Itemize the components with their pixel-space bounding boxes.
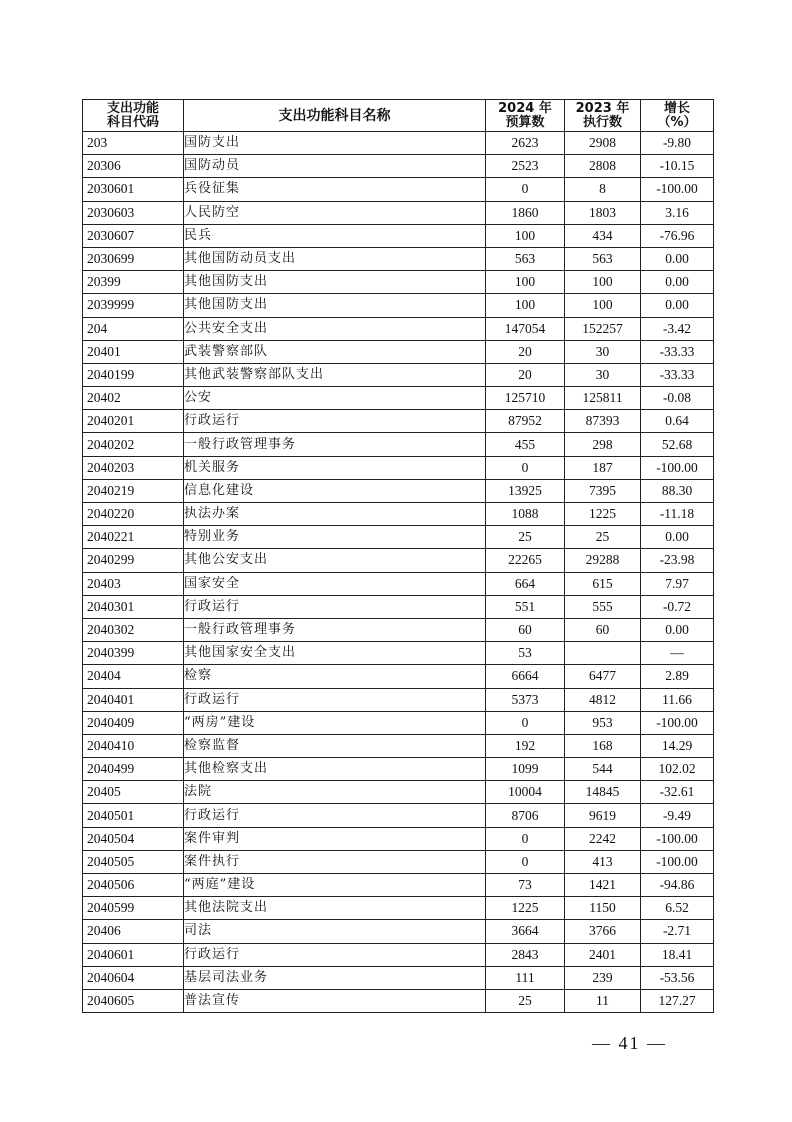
- row-growth: -33.33: [641, 363, 714, 386]
- row-budget: 1088: [486, 503, 565, 526]
- row-code: 2040410: [83, 734, 184, 757]
- table-row: [83, 874, 714, 897]
- row-actual: 7395: [565, 479, 641, 502]
- row-growth: -9.49: [641, 804, 714, 827]
- row-name: 司法: [184, 920, 486, 943]
- row-actual: 29288: [565, 549, 641, 572]
- table-row: [83, 433, 714, 456]
- row-actual: 1225: [565, 503, 641, 526]
- table-row: [83, 271, 714, 294]
- row-name: 其他国防支出: [184, 294, 486, 317]
- row-growth: -32.61: [641, 781, 714, 804]
- table-row: [83, 155, 714, 178]
- table-row: [83, 943, 714, 966]
- row-growth: -23.98: [641, 549, 714, 572]
- row-code: 2040605: [83, 989, 184, 1012]
- row-actual: 25: [565, 526, 641, 549]
- row-growth: 11.66: [641, 688, 714, 711]
- row-growth: 0.00: [641, 294, 714, 317]
- row-code: 2040506: [83, 874, 184, 897]
- row-budget: 100: [486, 224, 565, 247]
- row-code: 20306: [83, 155, 184, 178]
- row-budget: 2623: [486, 132, 565, 155]
- row-growth: 0.00: [641, 526, 714, 549]
- row-actual: 615: [565, 572, 641, 595]
- row-code: 2040219: [83, 479, 184, 502]
- table-row: [83, 665, 714, 688]
- row-name: 其他国家安全支出: [184, 642, 486, 665]
- row-actual: 6477: [565, 665, 641, 688]
- row-code: 2040201: [83, 410, 184, 433]
- row-name: 行政运行: [184, 688, 486, 711]
- row-name: 一般行政管理事务: [184, 618, 486, 641]
- row-budget: 1860: [486, 201, 565, 224]
- table-row: [83, 132, 714, 155]
- row-growth: -100.00: [641, 178, 714, 201]
- row-budget: 25: [486, 526, 565, 549]
- row-budget: 10004: [486, 781, 565, 804]
- row-name: 基层司法业务: [184, 966, 486, 989]
- header-growth: 增长 （%）: [641, 100, 714, 132]
- row-growth: 0.00: [641, 271, 714, 294]
- row-actual: 125811: [565, 387, 641, 410]
- row-actual: 239: [565, 966, 641, 989]
- row-growth: —: [641, 642, 714, 665]
- row-growth: -100.00: [641, 456, 714, 479]
- row-growth: -11.18: [641, 503, 714, 526]
- row-name: 其他武装警察部队支出: [184, 363, 486, 386]
- expenditure-table: [82, 99, 714, 1013]
- row-budget: 53: [486, 642, 565, 665]
- table-row: [83, 897, 714, 920]
- row-actual: 30: [565, 340, 641, 363]
- row-budget: 13925: [486, 479, 565, 502]
- table-row: [83, 711, 714, 734]
- row-code: 2040399: [83, 642, 184, 665]
- table-row: [83, 456, 714, 479]
- row-actual: 8: [565, 178, 641, 201]
- table-row: [83, 688, 714, 711]
- row-actual: 30: [565, 363, 641, 386]
- row-actual: 1803: [565, 201, 641, 224]
- row-budget: 20: [486, 340, 565, 363]
- row-name: 民兵: [184, 224, 486, 247]
- row-code: 204: [83, 317, 184, 340]
- row-code: 2040299: [83, 549, 184, 572]
- row-actual: 14845: [565, 781, 641, 804]
- row-name: 其他国防支出: [184, 271, 486, 294]
- table-row: [83, 734, 714, 757]
- row-name: 兵役征集: [184, 178, 486, 201]
- row-name: “两房”建设: [184, 711, 486, 734]
- row-budget: 664: [486, 572, 565, 595]
- row-budget: 8706: [486, 804, 565, 827]
- row-budget: 0: [486, 711, 565, 734]
- page-number: — 41 —: [592, 1033, 667, 1053]
- row-code: 2040203: [83, 456, 184, 479]
- table-row: [83, 966, 714, 989]
- row-growth: -53.56: [641, 966, 714, 989]
- row-growth: -2.71: [641, 920, 714, 943]
- row-name: 检察: [184, 665, 486, 688]
- table-row: [83, 340, 714, 363]
- row-code: 2040409: [83, 711, 184, 734]
- row-actual: 100: [565, 271, 641, 294]
- row-actual: [565, 642, 641, 665]
- row-name: 机关服务: [184, 456, 486, 479]
- row-name: 武装警察部队: [184, 340, 486, 363]
- row-code: 20403: [83, 572, 184, 595]
- row-budget: 60: [486, 618, 565, 641]
- row-growth: 127.27: [641, 989, 714, 1012]
- row-growth: 2.89: [641, 665, 714, 688]
- table-row: [83, 850, 714, 873]
- table-row: [83, 618, 714, 641]
- table-row: [83, 224, 714, 247]
- row-budget: 1099: [486, 758, 565, 781]
- table-row: [83, 989, 714, 1012]
- row-actual: 2401: [565, 943, 641, 966]
- table-row: [83, 363, 714, 386]
- row-growth: -100.00: [641, 711, 714, 734]
- row-name: 执法办案: [184, 503, 486, 526]
- row-growth: -33.33: [641, 340, 714, 363]
- row-name: 公共安全支出: [184, 317, 486, 340]
- table-row: [83, 572, 714, 595]
- table-row: [83, 479, 714, 502]
- row-name: 行政运行: [184, 595, 486, 618]
- row-actual: 2908: [565, 132, 641, 155]
- row-budget: 20: [486, 363, 565, 386]
- row-growth: -76.96: [641, 224, 714, 247]
- row-name: 公安: [184, 387, 486, 410]
- row-name: 人民防空: [184, 201, 486, 224]
- row-code: 20405: [83, 781, 184, 804]
- row-budget: 6664: [486, 665, 565, 688]
- row-actual: 555: [565, 595, 641, 618]
- row-actual: 152257: [565, 317, 641, 340]
- row-name: 法院: [184, 781, 486, 804]
- row-budget: 125710: [486, 387, 565, 410]
- row-actual: 563: [565, 247, 641, 270]
- row-growth: -100.00: [641, 827, 714, 850]
- row-name: 国家安全: [184, 572, 486, 595]
- row-actual: 434: [565, 224, 641, 247]
- row-code: 2040202: [83, 433, 184, 456]
- table-row: [83, 642, 714, 665]
- row-actual: 1421: [565, 874, 641, 897]
- row-budget: 22265: [486, 549, 565, 572]
- row-code: 2040221: [83, 526, 184, 549]
- row-name: 行政运行: [184, 410, 486, 433]
- row-actual: 953: [565, 711, 641, 734]
- row-growth: 102.02: [641, 758, 714, 781]
- row-code: 2030699: [83, 247, 184, 270]
- row-actual: 298: [565, 433, 641, 456]
- row-actual: 544: [565, 758, 641, 781]
- row-name: 国防支出: [184, 132, 486, 155]
- row-budget: 563: [486, 247, 565, 270]
- row-budget: 0: [486, 850, 565, 873]
- table-row: [83, 387, 714, 410]
- row-budget: 25: [486, 989, 565, 1012]
- header-name: 支出功能科目名称: [184, 100, 486, 132]
- row-code: 2040599: [83, 897, 184, 920]
- row-budget: 455: [486, 433, 565, 456]
- row-code: 2030607: [83, 224, 184, 247]
- row-actual: 4812: [565, 688, 641, 711]
- table-row: [83, 758, 714, 781]
- row-name: 其他国防动员支出: [184, 247, 486, 270]
- table-row: [83, 595, 714, 618]
- row-name: 行政运行: [184, 804, 486, 827]
- row-name: 信息化建设: [184, 479, 486, 502]
- row-code: 203: [83, 132, 184, 155]
- row-code: 2040504: [83, 827, 184, 850]
- row-code: 20399: [83, 271, 184, 294]
- table-body: [83, 132, 714, 1013]
- row-actual: 87393: [565, 410, 641, 433]
- row-actual: 11: [565, 989, 641, 1012]
- row-actual: 2808: [565, 155, 641, 178]
- row-budget: 0: [486, 178, 565, 201]
- row-code: 20404: [83, 665, 184, 688]
- row-budget: 192: [486, 734, 565, 757]
- row-growth: 52.68: [641, 433, 714, 456]
- row-growth: 88.30: [641, 479, 714, 502]
- row-code: 2040401: [83, 688, 184, 711]
- table-header-row: [83, 100, 714, 132]
- row-actual: 9619: [565, 804, 641, 827]
- row-name: “两庭”建设: [184, 874, 486, 897]
- row-name: 其他法院支出: [184, 897, 486, 920]
- row-actual: 187: [565, 456, 641, 479]
- row-growth: -0.72: [641, 595, 714, 618]
- row-budget: 147054: [486, 317, 565, 340]
- row-budget: 111: [486, 966, 565, 989]
- table-row: [83, 827, 714, 850]
- row-budget: 0: [486, 827, 565, 850]
- row-code: 2040505: [83, 850, 184, 873]
- row-name: 国防动员: [184, 155, 486, 178]
- row-growth: 3.16: [641, 201, 714, 224]
- row-name: 检察监督: [184, 734, 486, 757]
- row-budget: 2523: [486, 155, 565, 178]
- row-budget: 1225: [486, 897, 565, 920]
- row-name: 行政运行: [184, 943, 486, 966]
- table-row: [83, 549, 714, 572]
- row-code: 2030603: [83, 201, 184, 224]
- row-growth: 0.64: [641, 410, 714, 433]
- row-actual: 3766: [565, 920, 641, 943]
- table-row: [83, 178, 714, 201]
- row-growth: -3.42: [641, 317, 714, 340]
- row-growth: -94.86: [641, 874, 714, 897]
- row-budget: 3664: [486, 920, 565, 943]
- row-growth: 14.29: [641, 734, 714, 757]
- table-row: [83, 410, 714, 433]
- row-code: 2040199: [83, 363, 184, 386]
- row-actual: 60: [565, 618, 641, 641]
- row-code: 2040501: [83, 804, 184, 827]
- row-code: 2040601: [83, 943, 184, 966]
- row-budget: 2843: [486, 943, 565, 966]
- header-budget: 2024 年 预算数: [486, 100, 565, 132]
- row-growth: 18.41: [641, 943, 714, 966]
- row-actual: 2242: [565, 827, 641, 850]
- row-code: 2040302: [83, 618, 184, 641]
- row-growth: -10.15: [641, 155, 714, 178]
- row-budget: 551: [486, 595, 565, 618]
- row-code: 2040220: [83, 503, 184, 526]
- row-growth: 7.97: [641, 572, 714, 595]
- row-growth: -0.08: [641, 387, 714, 410]
- row-budget: 100: [486, 271, 565, 294]
- row-budget: 0: [486, 456, 565, 479]
- row-name: 案件审判: [184, 827, 486, 850]
- row-actual: 168: [565, 734, 641, 757]
- header-code: 支出功能 科目代码: [83, 100, 184, 132]
- row-growth: 6.52: [641, 897, 714, 920]
- header-actual: 2023 年 执行数: [565, 100, 641, 132]
- table-row: [83, 247, 714, 270]
- row-name: 普法宣传: [184, 989, 486, 1012]
- row-budget: 5373: [486, 688, 565, 711]
- row-name: 案件执行: [184, 850, 486, 873]
- row-code: 20402: [83, 387, 184, 410]
- table-row: [83, 317, 714, 340]
- row-name: 其他公安支出: [184, 549, 486, 572]
- row-code: 2040499: [83, 758, 184, 781]
- table-row: [83, 503, 714, 526]
- row-code: 2040604: [83, 966, 184, 989]
- row-name: 特别业务: [184, 526, 486, 549]
- row-code: 20406: [83, 920, 184, 943]
- row-growth: 0.00: [641, 247, 714, 270]
- row-actual: 413: [565, 850, 641, 873]
- row-code: 2040301: [83, 595, 184, 618]
- table-row: [83, 201, 714, 224]
- table-row: [83, 920, 714, 943]
- row-name: 其他检察支出: [184, 758, 486, 781]
- table-row: [83, 294, 714, 317]
- row-code: 20401: [83, 340, 184, 363]
- row-budget: 100: [486, 294, 565, 317]
- row-name: 一般行政管理事务: [184, 433, 486, 456]
- row-actual: 100: [565, 294, 641, 317]
- row-growth: 0.00: [641, 618, 714, 641]
- row-growth: -9.80: [641, 132, 714, 155]
- row-growth: -100.00: [641, 850, 714, 873]
- row-code: 2030601: [83, 178, 184, 201]
- table-row: [83, 804, 714, 827]
- table-row: [83, 781, 714, 804]
- row-budget: 87952: [486, 410, 565, 433]
- row-code: 2039999: [83, 294, 184, 317]
- row-actual: 1150: [565, 897, 641, 920]
- table-row: [83, 526, 714, 549]
- row-budget: 73: [486, 874, 565, 897]
